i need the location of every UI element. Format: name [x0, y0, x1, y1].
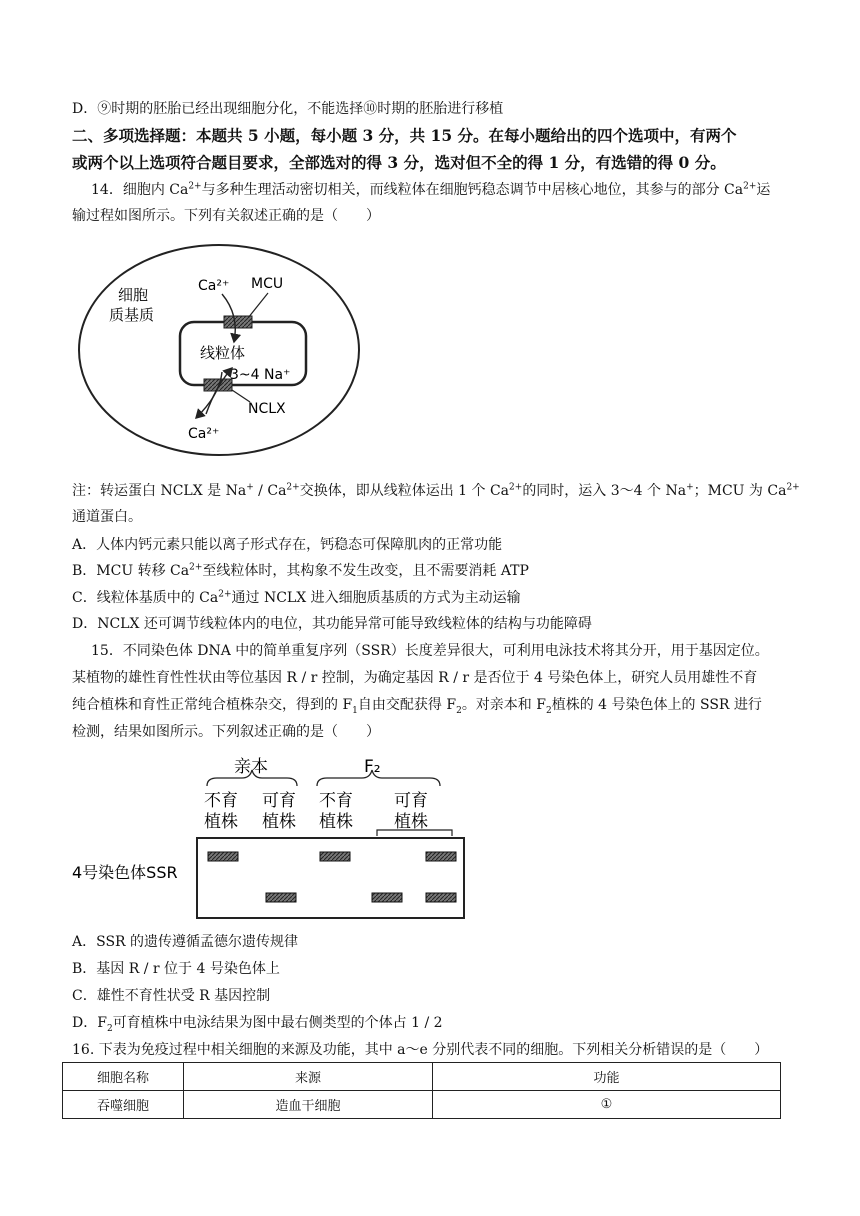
lane4-label-line2: 植株: [394, 812, 428, 832]
q14-stem-line1: 14．细胞内 $Ca^{2+}$与多种生理活动密切相关，而线粒体在细胞钙稳态调节中居核心地位，其参与的部分 $Ca^{2+}$运: [91, 181, 771, 198]
q14-option-b: B．MCU 转移 $Ca^{2+}$至线粒体时，其构象不发生改变，且不需要消耗 ATP: [72, 562, 529, 579]
q15-stem-line2: 某植物的雄性育性性状由等位基因 R / r 控制，为确定基因 R / r 是否位于 4 号染色体上，研究人员用雄性不育: [72, 670, 758, 686]
band-fertile-f2-b-lower: [426, 893, 456, 902]
q16-stem: 16. 下表为免疫过程中相关细胞的来源及功能，其中 a～e 分别代表不同的细胞。下列相关分析错误的是（ ）: [72, 1042, 769, 1058]
gel-box: [197, 838, 464, 918]
q15-stem-line4: 检测，结果如图所示。下列叙述正确的是（ ）: [72, 724, 380, 740]
gel-row-label: 4号染色体SSR: [72, 863, 178, 882]
q13-option-d: D．⑨时期的胚胎已经出现细胞分化，不能选择⑩时期的胚胎进行移植: [72, 101, 504, 117]
band-fertile-f2-a: [372, 893, 402, 902]
header-cell-name: 细胞名称: [63, 1063, 184, 1091]
cell-source: 造血干细胞: [184, 1091, 433, 1119]
lane3-label-line2: 植株: [319, 812, 353, 832]
q15-option-c: C．雄性不育性状受 R 基因控制: [72, 988, 271, 1004]
section2-heading-line2: 或两个以上选项符合题目要求，全部选对的得 3 分，选对但不全的得 1 分，有选错的得 0 分。: [72, 153, 726, 172]
mitochondrion-label: 线粒体: [200, 344, 246, 362]
header-cell-source: 来源: [184, 1063, 433, 1091]
cytoplasm-label-line2: 质基质: [109, 306, 155, 324]
lane2-label-line2: 植株: [262, 812, 296, 832]
lane2-label-line1: 可育: [262, 791, 296, 811]
q14-note-line2: 通道蛋白。: [72, 509, 142, 525]
q15-option-d: D．$F_2$可育植株中电泳结果为图中最右侧类型的个体占 1 / 2: [72, 1015, 443, 1034]
parents-label: 亲本: [234, 757, 268, 777]
mcu-leader-line: [248, 293, 268, 318]
band-sterile-f2: [320, 852, 350, 861]
immune-cells-table: [62, 1062, 781, 1119]
f2-label: F₂: [364, 757, 381, 777]
ca-bottom-label: Ca²⁺: [188, 426, 220, 442]
cell-phagocyte: 吞噬细胞: [63, 1091, 184, 1119]
band-fertile-parent: [266, 893, 296, 902]
q15-stem-line1: 15．不同染色体 DNA 中的简单重复序列（SSR）长度差异很大，可利用电泳技术将其分开，用于基因定位。: [91, 643, 769, 659]
lane3-label-line1: 不育: [319, 791, 353, 811]
header-cell-function: 功能: [433, 1063, 781, 1091]
q14-option-a: A．人体内钙元素只能以离子形式存在，钙稳态可保障肌肉的正常功能: [72, 537, 503, 553]
band-fertile-f2-b-upper: [426, 852, 456, 861]
ssr-gel-diagram: [72, 752, 472, 922]
q15-option-b: B．基因 R / r 位于 4 号染色体上: [72, 961, 280, 977]
q14-note-line1: 注：转运蛋白 NCLX 是 $Na^+ / Ca^{2+}$交换体，即从线粒体运出 1 个 $Ca^{2+}$的同时，运入 3～4 个 Na+；MCU 为 $Ca^{2+}$: [72, 482, 800, 499]
q15-stem-line3: 纯合植株和育性正常纯合植株杂交，得到的 $F_1$自由交配获得 $F_2$。对亲本和 $F_2$植株的 4 号染色体上的 SSR 进行: [72, 697, 762, 716]
cytoplasm-label-line1: 细胞: [118, 286, 149, 304]
lane1-label-line2: 植株: [204, 812, 238, 832]
nclx-label: NCLX: [248, 401, 286, 417]
cell-function: ①: [433, 1091, 781, 1119]
section2-heading-line1: 二、多项选择题：本题共 5 小题，每小题 3 分，共 15 分。在每小题给出的四个选项中，有两个: [72, 126, 737, 145]
table-row: [63, 1091, 781, 1119]
mcu-label: MCU: [251, 276, 284, 292]
band-sterile-parent: [208, 852, 238, 861]
q14-option-d: D．NCLX 还可调节线粒体内的电位，其功能异常可能导致线粒体的结构与功能障碍: [72, 616, 592, 632]
q14-stem-line2: 输过程如图所示。下列有关叙述正确的是（ ）: [72, 208, 380, 224]
nclx-exchanger: [204, 379, 232, 391]
lane4-label-line1: 可育: [394, 791, 428, 811]
q14-option-c: C．线粒体基质中的 $Ca^{2+}$通过 NCLX 进入细胞质基质的方式为主动运输: [72, 589, 521, 606]
na-label: 3~4 Na⁺: [230, 367, 291, 383]
table-header-row: [63, 1063, 781, 1091]
lane1-label-line1: 不育: [204, 791, 238, 811]
q15-option-a: A．SSR 的遗传遵循孟德尔遗传规律: [72, 934, 299, 950]
calcium-transport-diagram: [72, 238, 372, 460]
ca-top-label: Ca²⁺: [198, 278, 230, 294]
